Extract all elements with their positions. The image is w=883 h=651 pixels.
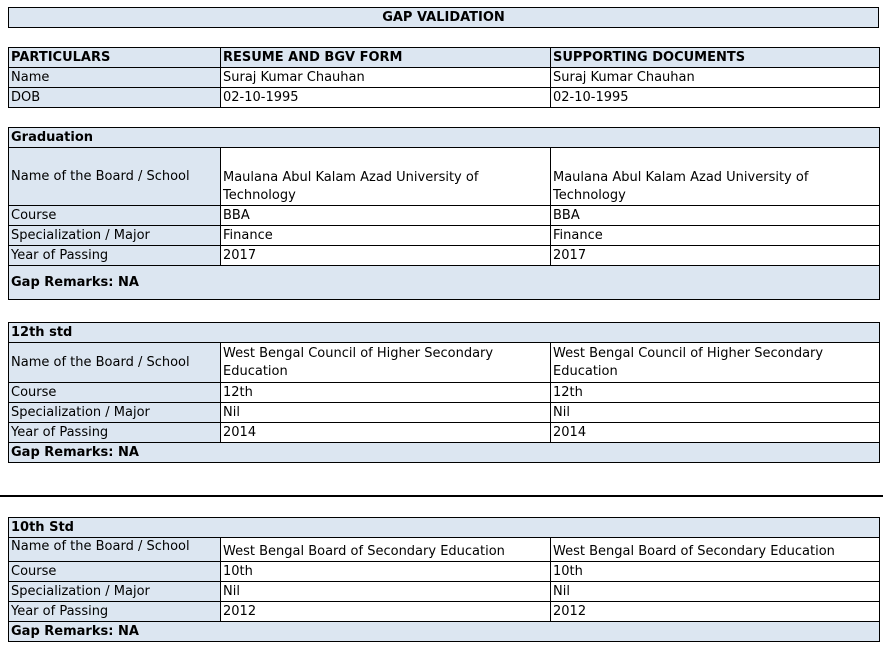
docs-value: 12th — [551, 383, 880, 403]
table-row — [9, 602, 880, 622]
row-label: Name of the Board / School — [9, 538, 221, 562]
resume-value: Nil — [221, 582, 551, 602]
table-row — [9, 148, 880, 206]
docs-value: 2012 — [551, 602, 880, 622]
resume-value: 2014 — [221, 423, 551, 443]
row-label: Year of Passing — [9, 246, 221, 266]
table-row — [9, 538, 880, 562]
page-title: GAP VALIDATION — [9, 8, 879, 28]
gap-remarks-12th: Gap Remarks: NA — [9, 443, 880, 463]
docs-value: West Bengal Council of Higher Secondary Education — [551, 343, 880, 383]
table-row — [9, 343, 880, 383]
resume-value: 12th — [221, 383, 551, 403]
resume-value: BBA — [221, 206, 551, 226]
resume-value: West Bengal Board of Secondary Education — [221, 538, 551, 562]
title-table — [8, 7, 879, 28]
row-label: Course — [9, 383, 221, 403]
section-heading-12th: 12th std — [9, 323, 880, 343]
tenth-table — [8, 517, 880, 642]
table-row — [9, 88, 880, 108]
header-resume: RESUME AND BGV FORM — [221, 48, 551, 68]
docs-value: 2014 — [551, 423, 880, 443]
resume-value: Suraj Kumar Chauhan — [221, 68, 551, 88]
table-row — [9, 68, 880, 88]
twelfth-table — [8, 322, 880, 463]
gap-remarks-graduation: Gap Remarks: NA — [9, 266, 880, 300]
docs-value: Finance — [551, 226, 880, 246]
row-label: Name — [9, 68, 221, 88]
table-row — [9, 383, 880, 403]
docs-value: 10th — [551, 562, 880, 582]
row-label: Specialization / Major — [9, 226, 221, 246]
gap-remarks-10th: Gap Remarks: NA — [9, 622, 880, 642]
table-row — [9, 403, 880, 423]
row-label: Course — [9, 206, 221, 226]
docs-value: 2017 — [551, 246, 880, 266]
resume-value: 2012 — [221, 602, 551, 622]
row-label: Year of Passing — [9, 602, 221, 622]
docs-value: Nil — [551, 403, 880, 423]
section-divider — [0, 495, 883, 497]
docs-value: 02-10-1995 — [551, 88, 880, 108]
table-row — [9, 226, 880, 246]
row-label: Specialization / Major — [9, 582, 221, 602]
resume-value: 10th — [221, 562, 551, 582]
table-row — [9, 562, 880, 582]
graduation-table — [8, 127, 880, 300]
docs-value: Nil — [551, 582, 880, 602]
docs-value: BBA — [551, 206, 880, 226]
table-row — [9, 206, 880, 226]
header-supporting: SUPPORTING DOCUMENTS — [551, 48, 880, 68]
row-label: Name of the Board / School — [9, 343, 221, 383]
section-heading-graduation: Graduation — [9, 128, 880, 148]
table-row — [9, 423, 880, 443]
resume-value: Finance — [221, 226, 551, 246]
docs-value: Suraj Kumar Chauhan — [551, 68, 880, 88]
row-label: Course — [9, 562, 221, 582]
resume-value: 02-10-1995 — [221, 88, 551, 108]
docs-value: Maulana Abul Kalam Azad University of Technology — [551, 148, 880, 206]
row-label: Year of Passing — [9, 423, 221, 443]
table-row — [9, 582, 880, 602]
row-label: Name of the Board / School — [9, 148, 221, 206]
personal-table — [8, 47, 880, 108]
table-row — [9, 246, 880, 266]
resume-value: West Bengal Council of Higher Secondary Education — [221, 343, 551, 383]
resume-value: 2017 — [221, 246, 551, 266]
row-label: DOB — [9, 88, 221, 108]
header-row — [9, 48, 880, 68]
header-particulars: PARTICULARS — [9, 48, 221, 68]
row-label: Specialization / Major — [9, 403, 221, 423]
resume-value: Nil — [221, 403, 551, 423]
docs-value: West Bengal Board of Secondary Education — [551, 538, 880, 562]
section-heading-10th: 10th Std — [9, 518, 880, 538]
resume-value: Maulana Abul Kalam Azad University of Technology — [221, 148, 551, 206]
